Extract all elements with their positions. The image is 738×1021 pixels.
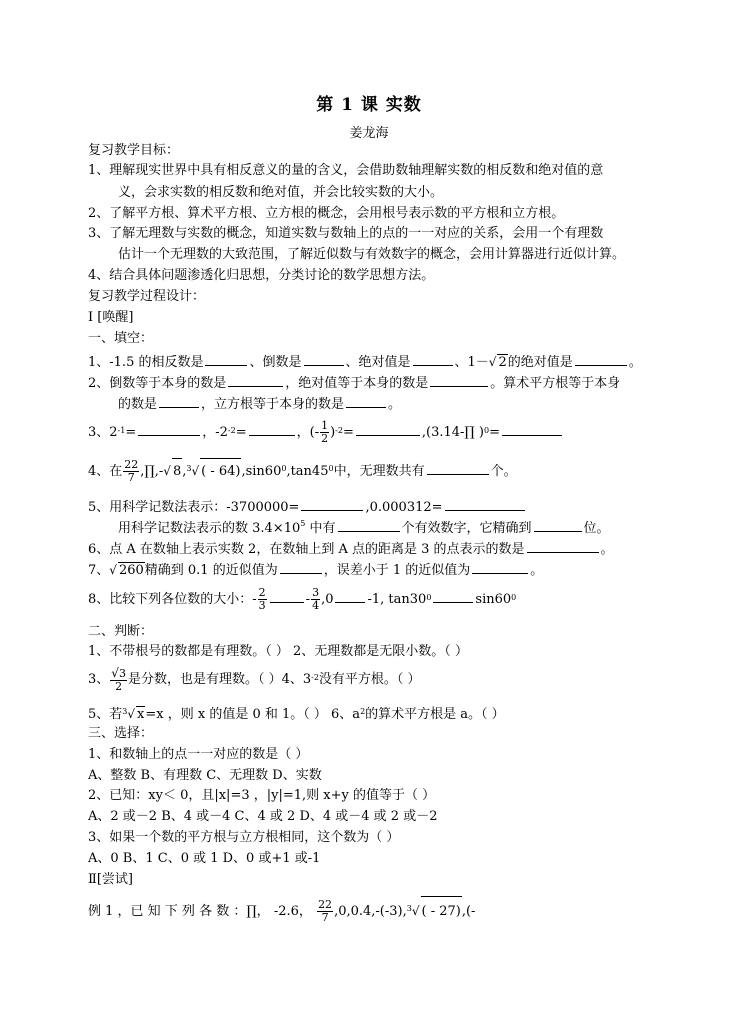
judge-5-6: 5、若$^3$√ x=x ，则 x 的值是 0 和 1。（ ） 6、$a^2$的算术平方根是 a。（ ） xyxy=(88,707,505,722)
answer-blank xyxy=(413,352,453,366)
part-2-heading: Ⅱ[尝试] xyxy=(88,872,133,887)
choice-3: 3、如果一个数的平方根与立方根相同，这个数为（ ） xyxy=(88,830,400,845)
answer-blank xyxy=(356,422,420,436)
example-1: 例 1 ，已 知 下 列 各 数 ：∏， -2.6， $\frac{22}{7}$ ,0,0.4,-(-3),$^3$√ ( - 27),(- xyxy=(88,896,475,927)
judge-3-4: 3、 $\frac{√3}{2}$ 是分数，也是有理数。（ ）4、$3^{-2}$没有平方根。（ ） xyxy=(88,665,421,693)
answer-blank xyxy=(472,560,528,574)
goal-4: 4、结合具体问题渗透化归思想，分类讨论的数学思想方法。 xyxy=(88,268,435,283)
answer-blank xyxy=(502,422,562,436)
question-7: 7、√ 260精确到 0.1 的近似值为 ，误差小于 1 的近似值为 。 xyxy=(88,560,543,579)
choice-heading: 三、选择： xyxy=(88,726,154,741)
goal-1-line-a: 1、理解现实世界中具有相反意义的量的含义，会借助数轴理解实数的相反数和绝对值的意 xyxy=(88,163,604,178)
fraction: $\frac{1}{2}$ xyxy=(321,419,329,445)
fraction: $\frac{22}{7}$ xyxy=(124,458,139,484)
question-3: 3、$2^{-1}=$ ，$-2^{-2}=$ ，(- $\frac{1}{2}$ )$^{-2}$= ,(3.14-∏ )$^0$= xyxy=(88,420,564,446)
answer-blank xyxy=(138,422,200,436)
goal-3-line-b: 估计一个无理数的大致范围，了解近似数与有效数字的概念，会用计算器进行近似计算。 xyxy=(118,247,626,262)
choice-1: 1、和数轴上的点一一对应的数是（ ） xyxy=(88,747,309,762)
goal-2: 2、了解平方根、算术平方根、立方根的概念，会用根号表示数的平方根和立方根。 xyxy=(88,206,565,221)
goal-3-line-a: 3、了解无理数与实数的概念，知道实数与数轴上的点的一一对应的关系，会用一个有理数 xyxy=(88,226,604,241)
fraction: $\frac{2}{3}$ xyxy=(258,586,266,612)
question-1: 1、-1.5 的相反数是 、倒数是 、绝对值是 、1－√ 2的绝对值是 。 xyxy=(88,352,642,371)
choice-3-options: A、0 B、1 C、0 或 1 D、0 或+1 或-1 xyxy=(88,851,321,866)
answer-blank xyxy=(534,518,582,532)
answer-blank xyxy=(301,497,363,511)
question-5-line-a: 5、用科学记数法表示：-3700000= ,0.000312= xyxy=(88,497,527,516)
goals-heading: 复习教学目标： xyxy=(88,143,180,158)
fraction: $\frac{√3}{2}$ xyxy=(111,665,126,693)
process-heading: 复习教学过程设计： xyxy=(88,289,206,304)
question-6: 6、点 A 在数轴上表示实数 2，在数轴上到 A 点的距离是 3 的点表示的数是 。 xyxy=(88,539,614,558)
answer-blank xyxy=(304,352,344,366)
fill-in-heading: 一、填空： xyxy=(88,331,154,346)
answer-blank xyxy=(338,518,400,532)
answer-blank xyxy=(346,394,386,408)
choice-1-options: A、整数 B、有理数 C、无理数 D、实数 xyxy=(88,768,322,783)
answer-blank xyxy=(427,461,489,475)
answer-blank xyxy=(445,497,525,511)
author-name: 姜龙海 xyxy=(349,126,389,141)
answer-blank xyxy=(527,539,599,553)
fraction: $\frac{3}{4}$ xyxy=(312,586,320,612)
answer-blank xyxy=(159,394,199,408)
answer-blank xyxy=(280,560,322,574)
part-1-heading: Ⅰ [唤醒] xyxy=(88,310,134,325)
question-2-line-a: 2、倒数等于本身的数是 ，绝对值等于本身的数是 。算术平方根等于本身 xyxy=(88,373,620,392)
judge-1-2: 1、不带根号的数都是有理数。（ ） 2、无理数都是无限小数。（ ） xyxy=(88,644,468,659)
choice-2-options: A、2 或－2 B、4 或－4 C、4 或 2 D、4 或－4 或 2 或－2 xyxy=(88,809,438,824)
goal-1-line-b: 义，会求实数的相反数和绝对值，并会比较实数的大小。 xyxy=(118,185,444,200)
answer-blank xyxy=(430,373,488,387)
answer-blank xyxy=(228,373,283,387)
question-8: 8、比较下列各位数的大小：- $\frac{2}{3}$ - $\frac{3}{4}$ ,0 -1, $\tan 30^0$ $\sin 60^0$ xyxy=(88,586,517,612)
answer-blank xyxy=(575,352,627,366)
question-5-line-b: 用科学记数法表示的数 $3.4\times 10^5$ 中有 个有效数字，它精确到 位。 xyxy=(118,519,610,536)
judge-heading: 二、判断： xyxy=(88,624,154,639)
answer-blank xyxy=(270,589,304,603)
choice-2: 2、已知：xy＜ 0，且|x|=3 ，|y|=1,则 x+y 的值等于（ ） xyxy=(88,788,436,803)
question-4: 4、在 $\frac{22}{7}$ ,∏,-√ 8,$^3$√ ( - $64),\sin 60^0,\tan 45^0$中，无理数共有 个。 xyxy=(88,458,517,484)
question-2-line-b: 的数是 ，立方根等于本身的数是 。 xyxy=(118,394,401,413)
answer-blank xyxy=(433,589,473,603)
answer-blank xyxy=(249,422,295,436)
answer-blank xyxy=(335,589,365,603)
fraction: $\frac{22}{7}$ xyxy=(318,898,333,924)
answer-blank xyxy=(205,352,247,366)
page-title: 第 1 课 实数 xyxy=(316,95,422,115)
